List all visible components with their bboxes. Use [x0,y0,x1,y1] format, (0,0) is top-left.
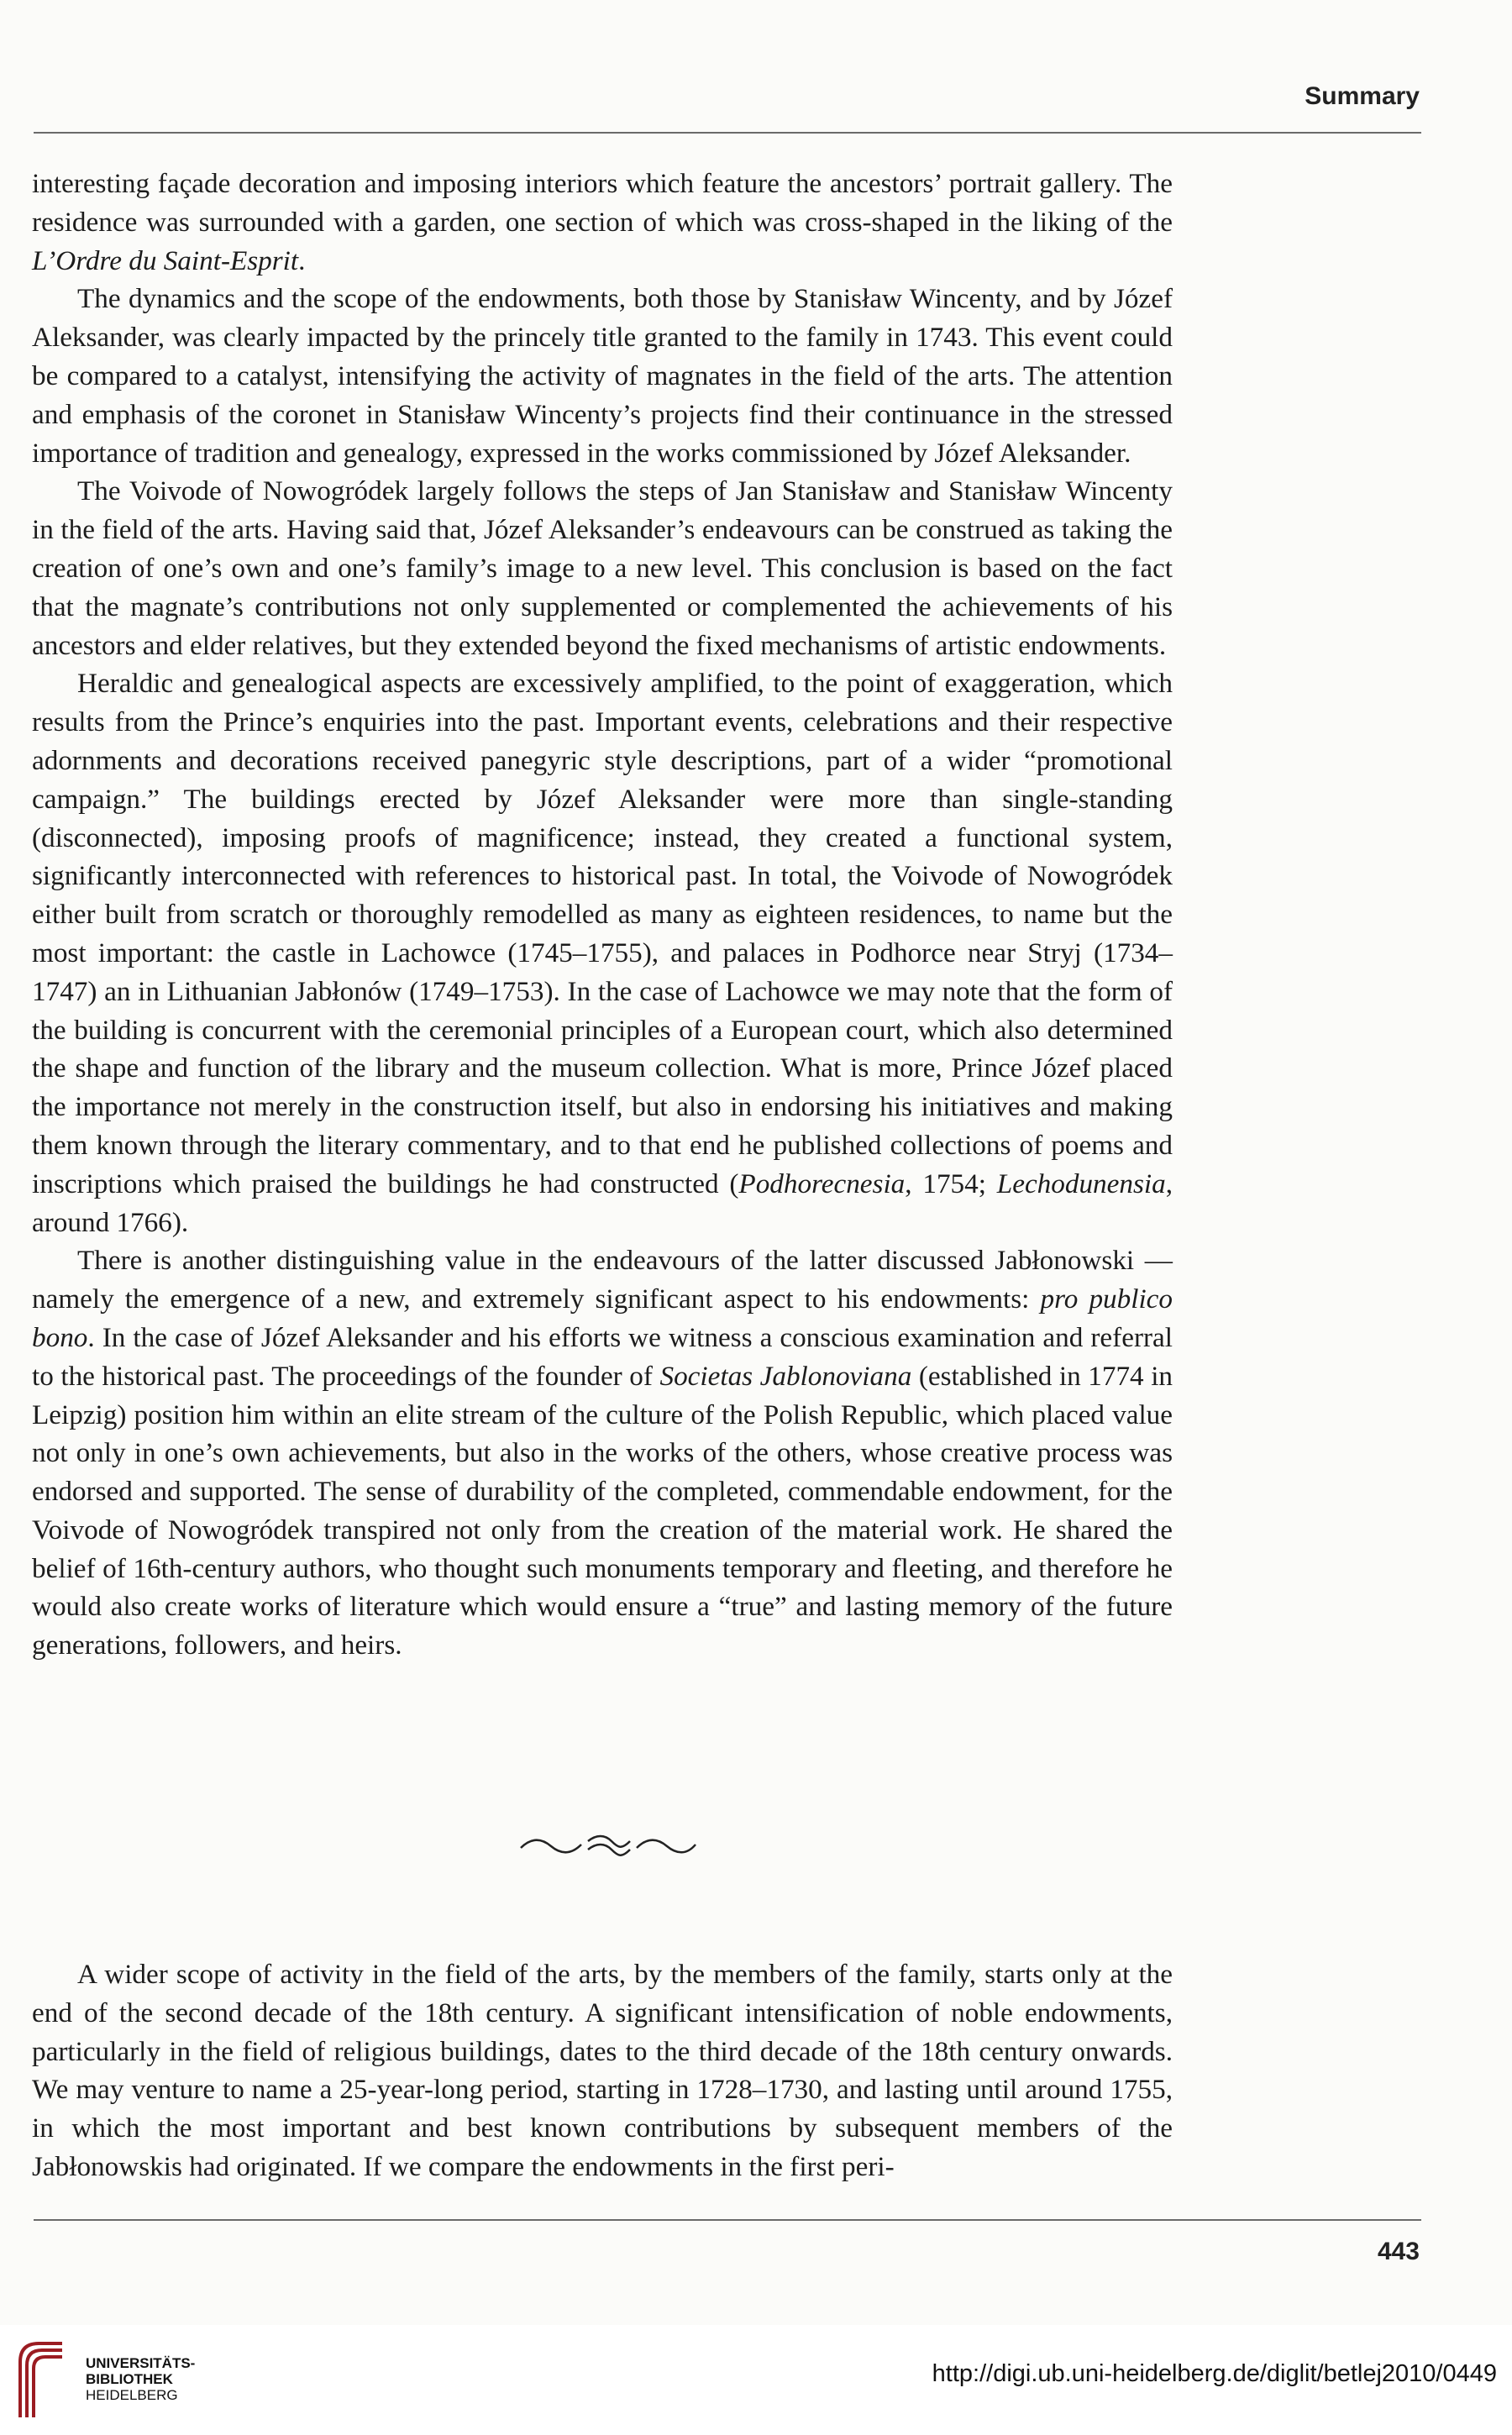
italic-run: pro publico bono [32,1283,1173,1353]
library-name-line2: BIBLIOTHEK [86,2371,173,2387]
text-run: , around 1766). [32,1168,1173,1238]
text-run: , 1754; [905,1168,997,1199]
page-number: 443 [1377,2238,1420,2265]
text-run: . In the case of Józef Aleksander and his efforts we witness a conscious examination and referral to the historical past. The proceedings of the founder of [32,1321,1173,1392]
library-name-line1: UNIVERSITÄTS- [86,2355,196,2371]
summary-text-lower [32,1955,1173,2186]
paragraph-5 [32,1241,1173,1665]
text-run: (established in 1774 in Leipzig) position him within an elite stream of the culture of the Polish Republic, which placed value not only in one’s own achievements, but also in the works of the others, whose creative process was endorsed and supported. The sense of durability of the completed, commendable endowment, for the Voivode of Nowogródek transpired not only from the creation of the material work. He shared the belief of 16th-century authors, who thought such monuments temporary and fleeting, and therefore he would also create works of literature which would ensure a “true” and lasting memory of the future generations, followers, and heirs. [32,1360,1173,1661]
text-run: The Voivode of Nowogródek largely follows the steps of Jan Stanisław and Stanisław Wincenty in the field of the arts. Having said that, Józef Aleksander’s endeavours can be construed as taking the creation of one’s own and one’s family’s image to a new level. This conclusion is based on the fact that the magnate’s contributions not only supplemented or complemented the achievements of his ancestors and elder relatives, but they extended beyond the fixed mechanisms of artistic endowments. [32,475,1173,661]
header-rule [34,132,1421,134]
running-head: Summary [1305,82,1420,110]
italic-run: L’Ordre du Saint-Esprit [32,244,299,276]
library-logo-icon [15,2337,67,2421]
text-run: interesting façade decoration and imposing interiors which feature the ancestors’ portrait gallery. The residence was surrounded with a garden, one section of which was cross-shaped in the liking of the [32,168,1173,238]
footer-rule [34,2219,1421,2221]
library-name-line3: HEIDELBERG [86,2387,178,2403]
italic-run: Lechodunensia [996,1168,1166,1199]
section-divider-ornament-icon [504,1829,706,1863]
paragraph-3 [32,472,1173,664]
paragraph-2 [32,280,1173,472]
paragraph-6: A wider scope of activity in the field of the arts, by the members of the family, starts only at the end of the second decade of the 18th century. A significant intensification of noble endowments, particularly in the field of religious buildings, dates to the third decade of the 18th century onwards. We may venture to name a 25-year-long period, starting in 1728–1730, and lasting until around 1755, in which the most important and best known contributions by subsequent members of the Jabłonowskis had originated. If we compare the endowments in the first peri- [32,1959,1173,2182]
text-run: The dynamics and the scope of the endowments, both those by Stanisław Wincenty, and by Józef Aleksander, was clearly impacted by the princely title granted to the family in 1743. This event could be compared to a catalyst, intensifying the activity of magnates in the field of the arts. The attention and emphasis of the coronet in Stanisław Wincenty’s projects find their continuance in the stressed importance of tradition and genealogy, expressed in the works commissioned by Józef Aleksander. [32,283,1173,469]
summary-text-upper [32,165,1173,1665]
italic-run: Podhorecnesia [738,1168,906,1199]
italic-run: Societas Jablonoviana [659,1360,912,1392]
source-url-link[interactable]: http://digi.ub.uni-heidelberg.de/diglit/betlej2010/0449 [932,2360,1497,2387]
text-run: Heraldic and genealogical aspects are excessively amplified, to the point of exaggeration, which results from the Prince’s enquiries into the past. Important events, celebrations and their respective adornments and decorations received panegyric style descriptions, part of a wider “promotional campaign.” The buildings erected by Józef Aleksander were more than single-standing (disconnected), imposing proofs of magnificence; instead, they created a functional system, significantly interconnected with references to historical past. In total, the Voivode of Nowogródek either built from scratch or thoroughly remodelled as many as eighteen residences, to name but the most important: the castle in Lachowce (1745–1755), and palaces in Podhorce near Stryj (1734–1747) an in Lithuanian Jabłonów (1749–1753). In the case of Lachowce we may note that the form of the building is concurrent with the ceremonial principles of a European court, which also determined the shape and function of the library and the museum collection. What is more, Prince Józef placed the importance not merely in the construction itself, but also in endorsing his initiatives and making them known through the literary commentary, and to that end he published collections of poems and inscriptions which praised the buildings he had constructed ( [32,668,1173,1199]
paragraph-1 [32,165,1173,280]
paragraph-4 [32,664,1173,1241]
text-run: . [298,244,306,276]
library-name [86,2355,195,2403]
text-run: There is another distinguishing value in the endeavours of the latter discussed Jabłonowski — namely the emergence of a new, and extremely significant aspect to his endowments: [32,1245,1173,1315]
